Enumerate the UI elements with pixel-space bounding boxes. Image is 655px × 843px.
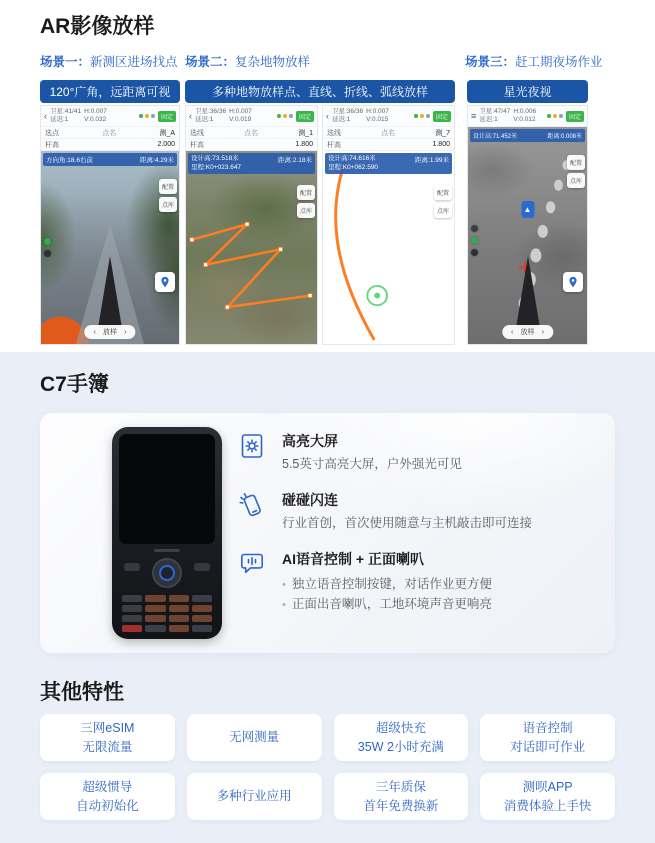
feature-desc: 5.5英寸高亮大屏，户外强光可见 (282, 457, 462, 471)
battery-dot-icon (283, 114, 287, 118)
distance-value: 距离:4.29米 (140, 157, 174, 165)
guidance-overlay (470, 129, 585, 142)
device-function-key (194, 563, 210, 571)
scenario-3-tag: 场景三： (465, 55, 516, 69)
delay-value: 延迟:1 (195, 116, 214, 124)
feature-bright-screen (238, 431, 591, 473)
satellite-count: 卫星:41/41 (50, 108, 82, 115)
location-pin-button (563, 272, 583, 292)
point-library-button: 点库 (297, 203, 315, 218)
wifi-dot-icon (426, 114, 430, 118)
mini-status-icon (44, 238, 51, 245)
point-library-button: 点库 (567, 173, 585, 188)
status-dot-icon (277, 114, 281, 118)
v-precision: V:0.012 (513, 116, 536, 124)
pole-height-value: 1.800 (295, 141, 313, 149)
prev-arrow-icon: ‹ (510, 327, 514, 336)
fix-status-badge: 固定 (433, 111, 451, 122)
point-name-value: 测_1 (298, 129, 313, 137)
point-library-button: 点库 (434, 203, 452, 218)
feature-title: 高亮大屏 (282, 433, 338, 449)
app-status-bar (468, 106, 587, 127)
others-section-title: 其他特性 (40, 681, 124, 704)
ar-section-title: AR影像放样 (40, 15, 155, 38)
config-button: 配置 (567, 155, 585, 170)
brightness-screen-icon (238, 432, 266, 460)
stakeout-arc-graphic (323, 151, 454, 344)
distance-value: 距离:0.008米 (547, 134, 582, 141)
survey-pole-tip (98, 256, 122, 328)
point-name-value: 测_7 (435, 129, 450, 137)
feature-card-warranty: 三年质保 首年免费换新 (334, 773, 469, 820)
battery-dot-icon (420, 114, 424, 118)
feature-card-fast-charge: 超级快充 35W 2小时充满 (334, 714, 469, 761)
app-status-bar (323, 106, 454, 151)
mini-status-icon (471, 237, 478, 244)
feature-tap-connect (238, 490, 591, 532)
battery-dot-icon (145, 114, 149, 118)
fix-status-badge: 固定 (296, 111, 314, 122)
config-button: 配置 (159, 179, 177, 194)
app-status-bar (186, 106, 317, 151)
device-logo (154, 549, 180, 552)
feature-voice-speaker (238, 549, 591, 615)
location-pin-button (155, 272, 175, 292)
device-dpad (152, 558, 182, 588)
satellite-count: 卫星:36/36 (332, 108, 364, 115)
scenario-3-label (465, 52, 603, 70)
config-button: 配置 (297, 185, 315, 200)
point-name-label: 点名 (244, 129, 259, 137)
satellite-count: 卫星:36/36 (195, 108, 227, 115)
c7-section-title: C7手簿 (40, 373, 109, 396)
tap-connect-icon (238, 491, 266, 519)
mini-status-icon (471, 249, 478, 256)
feature-card-esim: 三网eSIM 无限流量 (40, 714, 175, 761)
battery-dot-icon (553, 114, 557, 118)
wifi-dot-icon (559, 114, 563, 118)
feature-card-offline-survey: 无网测量 (187, 714, 322, 761)
wifi-dot-icon (289, 114, 293, 118)
h-precision: H:0.007 (229, 108, 252, 115)
scenario-2-desc: 复杂地物放样 (235, 55, 311, 69)
app-status-bar (41, 106, 179, 151)
camera-viewport (468, 127, 587, 344)
feature-card-voice-control: 语音控制 对话即可作业 (480, 714, 615, 761)
fix-status-badge: 固定 (158, 111, 176, 122)
guidance-overlay (188, 153, 315, 174)
camera-viewport (323, 151, 454, 344)
status-dot-icon (139, 114, 143, 118)
feature-bullet: • 独立语音控制按键，对话作业更方便 (282, 574, 492, 595)
guidance-overlay (325, 153, 452, 174)
delay-value: 延迟:1 (50, 116, 69, 124)
camera-viewport (186, 151, 317, 344)
satellite-count: 卫星:47/47 (479, 108, 511, 115)
device-function-key (124, 563, 140, 571)
distance-value: 距离:2.18米 (278, 157, 312, 165)
back-chevron-icon: ‹ (326, 110, 329, 121)
mode-label: 选线 (327, 129, 341, 137)
survey-pole-tip (516, 256, 540, 328)
mode-label: 选点 (45, 129, 59, 137)
scenario-1-tag: 场景一： (40, 55, 91, 69)
nav-arrow-marker: ▲ (521, 201, 534, 218)
pole-height-value: 2.000 (157, 141, 175, 149)
banner-night-vision: 星光夜视 (467, 80, 588, 103)
next-arrow-icon: › (541, 327, 545, 336)
point-name-label: 点名 (102, 129, 117, 137)
app-screenshot-night (467, 105, 588, 345)
scenario-1-label (40, 52, 178, 70)
delay-value: 延迟:1 (332, 116, 351, 124)
design-height-value: 设计高:71.452米 (473, 134, 518, 141)
stakeout-polyline-graphic (186, 151, 317, 344)
scenario-2-label (185, 52, 310, 70)
device-keypad (122, 595, 212, 632)
config-button: 配置 (434, 185, 452, 200)
distance-value: 距离:1.99米 (415, 157, 449, 165)
pole-height-label: 杆高 (45, 141, 59, 149)
app-screenshot-street (40, 105, 180, 345)
h-precision: H:0.007 (84, 108, 107, 115)
delay-value: 延迟:1 (479, 116, 498, 124)
guidance-overlay (43, 153, 177, 166)
fix-status-badge: 固定 (566, 111, 584, 122)
v-precision: V:0.019 (229, 116, 252, 124)
feature-card-industry-apps: 多种行业应用 (187, 773, 322, 820)
feature-title: AI语音控制 + 正面喇叭 (282, 550, 424, 567)
mini-status-icon (471, 225, 478, 232)
others-grid (40, 714, 615, 820)
design-height-value: 设计高:73.518米 (191, 155, 239, 163)
banner-wide-angle: 120°广角，远距离可视 (40, 80, 180, 103)
scenario-2-tag: 场景二： (185, 55, 236, 69)
app-screenshot-polyline (185, 105, 318, 345)
point-library-button: 点库 (159, 197, 177, 212)
app-screenshot-arc (322, 105, 455, 345)
feature-card-imu: 超级惯导 自动初始化 (40, 773, 175, 820)
voice-speaker-icon (238, 550, 266, 578)
pole-height-label: 杆高 (190, 141, 204, 149)
scenario-3-desc: 赶工期夜场作业 (515, 55, 603, 69)
pole-height-value: 1.800 (432, 141, 450, 149)
banner-stakeout-types: 多种地物放样点、直线、折线、弧线放样 (185, 80, 455, 103)
design-height-value: 设计高:74.616米 (328, 155, 376, 163)
stakeout-pill-button: ‹ 放样 › (84, 325, 135, 339)
feature-desc: 行业首创，首次使用随意与主机敲击即可连接 (282, 515, 533, 530)
mileage-value: 里程:K0+062.590 (328, 163, 379, 171)
point-name-value: 测_A (159, 129, 175, 137)
next-arrow-icon: › (124, 327, 127, 336)
feature-card-cebei-app: 测呗APP 消费体验上手快 (480, 773, 615, 820)
pole-height-label: 杆高 (327, 141, 341, 149)
camera-viewport (41, 151, 179, 344)
back-chevron-icon: ‹ (189, 110, 192, 121)
wifi-dot-icon (151, 114, 155, 118)
c7-feature-card (40, 413, 615, 653)
menu-icon: ≡ (471, 110, 477, 121)
prev-arrow-icon: ‹ (93, 327, 96, 336)
h-precision: H:0.007 (366, 108, 389, 115)
c7-device-image (112, 427, 222, 639)
v-precision: V:0.032 (84, 116, 107, 124)
stakeout-pill-button: ‹ 放样 › (502, 325, 553, 339)
feature-bullet: • 正面出音喇叭，工地环境声音更响亮 (282, 594, 492, 615)
mode-label: 选线 (190, 129, 204, 137)
h-precision: H:0.006 (513, 108, 537, 115)
point-name-label: 点名 (381, 129, 396, 137)
mileage-value: 里程:K0+023.647 (191, 163, 242, 171)
status-dot-icon (414, 114, 418, 118)
status-dot-icon (547, 114, 551, 118)
bearing-value: 方向角:18.6右前 (46, 157, 93, 165)
mini-status-icon (44, 250, 51, 257)
v-precision: V:0.015 (366, 116, 389, 124)
back-chevron-icon: ‹ (44, 110, 47, 121)
device-screen (119, 434, 215, 544)
feature-title: 碰碰闪连 (282, 491, 338, 508)
scenario-1-desc: 新测区进场找点 (90, 55, 178, 69)
